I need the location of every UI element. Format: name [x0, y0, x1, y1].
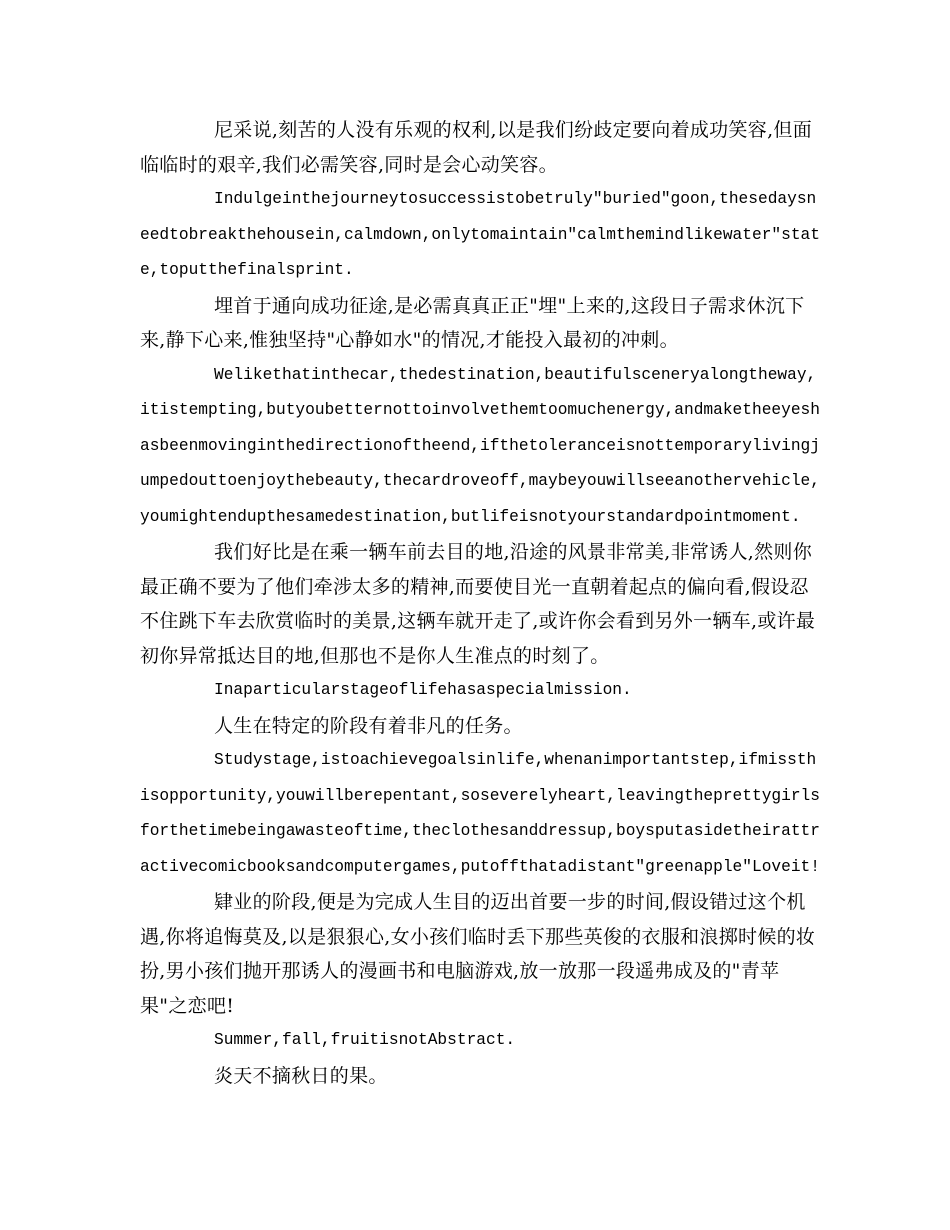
paragraph-en-5: Summer,fall,fruitisnotAbstract. — [214, 1031, 516, 1049]
paragraph-zh-6: 炎天不摘秋日的果。 — [214, 1064, 388, 1087]
paragraph-en-1: Indulgeinthejourneytosuccessistobetruly"buried"goon,thesedaysneedtobreakthehousein,calmdown,onlytomaintain"calmthemindlikewater"state,toputthefinalsprint. — [140, 190, 820, 279]
paragraph-en-3: Inaparticularstageoflifehasaspecialmission. — [214, 681, 632, 699]
paragraph-zh-4: 人生在特定的阶段有着非凡的任务。 — [214, 714, 523, 737]
paragraph-en-4: Studystage,istoachievegoalsinlife,whenanimportantstep,ifmissthisopportunity,youwillberepentant,soseverelyheart,leavingtheprettygirlsforthetimebeingawasteoftime,theclothesanddressup,boysputasidetheirattractivecomicbooksandcomputergames,putoffthatadistant"greenapple"Loveit! — [140, 751, 820, 876]
paragraph-zh-5: 肄业的阶段,便是为完成人生目的迈出首要一步的时间,假设错过这个机遇,你将追悔莫及,以是狠狠心,女小孩们临时丢下那些英俊的衣服和浪掷时候的妆扮,男小孩们抛开那诱人的漫画书和电脑游戏,放一放那一段遥弗成及的"青苹果"之恋吧! — [140, 891, 816, 1017]
paragraph-en-2: Welikethatinthecar,thedestination,beautifulsceneryalongtheway,itistempting,butyoubetternottoinvolvethemtoomuchenergy,andmaketheeyeshasbeenmovinginthedirectionoftheend,ifthetoleranceisnottemporarylivingjumpedouttoenjoythebeauty,thecardroveoff,maybeyouwillseeanothervehicle,youmightendupthesamedestination,butlifeisnotyourstandardpointmoment. — [140, 365, 820, 526]
paragraph-zh-2: 埋首于通向成功征途,是必需真真正正"埋"上来的,这段日子需求休沉下来,静下心来,惟独坚持"心静如水"的情况,才能投入最初的冲刺。 — [140, 294, 805, 351]
paragraph-zh-3: 我们好比是在乘一辆车前去目的地,沿途的风景非常美,非常诱人,然则你最正确不要为了他们牵涉太多的精神,而要使目光一直朝着起点的偏向看,假设忍不住跳下车去欣赏临时的美景,这辆车就开走了,或许你会看到另外一辆车,或许最初你异常抵达目的地,但那也不是你人生准点的时刻了。 — [140, 541, 816, 667]
paragraph-zh-1: 尼采说,刻苦的人没有乐观的权利,以是我们纷歧定要向着成功笑容,但面临临时的艰辛,我们必需笑容,同时是会心动笑容。 — [140, 119, 813, 176]
